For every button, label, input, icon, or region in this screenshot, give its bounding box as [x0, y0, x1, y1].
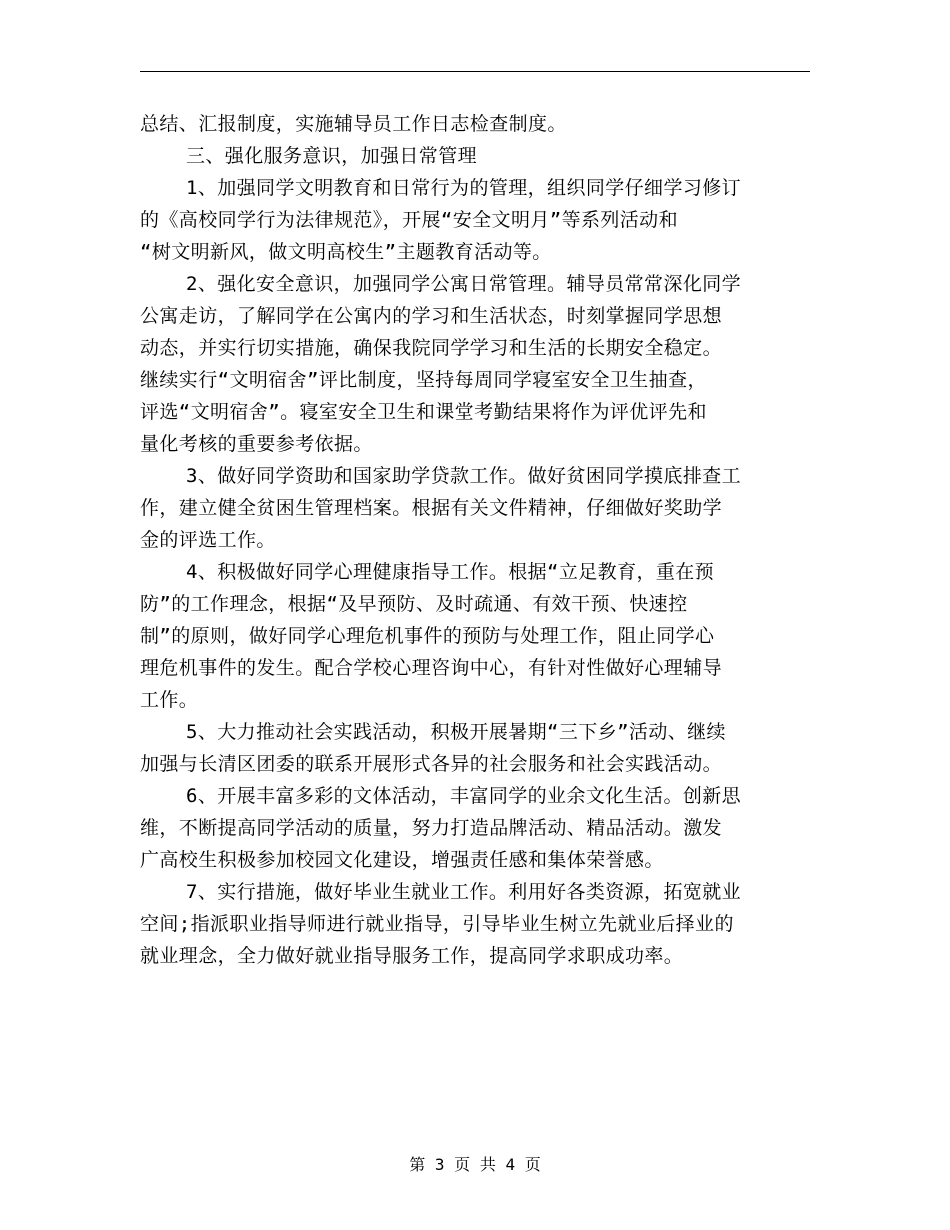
text-line: 7、实行措施，做好毕业生就业工作。利用好各类资源，拓宽就业: [186, 881, 742, 903]
text-line: 4、积极做好同学心理健康指导工作。根据“立足教育，重在预: [186, 561, 715, 583]
text-line: 1、加强同学文明教育和日常行为的管理，组织同学仔细学习修订: [186, 177, 742, 199]
text-line: 加强与长清区团委的联系开展形式各异的社会服务和社会实践活动。: [140, 753, 723, 775]
text-line: 理危机事件的发生。配合学校心理咨询中心，有针对性做好心理辅导: [140, 657, 723, 679]
text-line: 金的评选工作。: [140, 529, 276, 551]
header-rule: [140, 71, 810, 72]
text-line: 动态，并实行切实措施，确保我院同学学习和生活的长期安全稳定。: [140, 337, 723, 359]
text-line: 防”的工作理念，根据“及早预防、及时疏通、有效干预、快速控: [140, 593, 688, 615]
text-line: 制”的原则，做好同学心理危机事件的预防与处理工作，阻止同学心: [140, 625, 715, 647]
text-line: 作，建立健全贫困生管理档案。根据有关文件精神，仔细做好奖助学: [140, 497, 723, 519]
text-line: 总结、汇报制度，实施辅导员工作日志检查制度。: [140, 113, 567, 135]
text-line: 5、大力推动社会实践活动，积极开展暑期“三下乡”活动、继续: [186, 721, 726, 743]
text-line: 公寓走访，了解同学在公寓内的学习和生活状态，时刻掌握同学思想: [140, 305, 723, 327]
text-line: 维，不断提高同学活动的质量，努力打造品牌活动、精品活动。激发: [140, 817, 723, 839]
text-line: 继续实行“文明宿舍”评比制度，坚持每周同学寝室安全卫生抽查，: [140, 369, 707, 391]
text-line: 3、做好同学资助和国家助学贷款工作。做好贫困同学摸底排查工: [186, 465, 742, 487]
text-line: 2、强化安全意识，加强同学公寓日常管理。辅导员常常深化同学: [186, 273, 742, 295]
text-line: 6、开展丰富多彩的文体活动，丰富同学的业余文化生活。创新思: [186, 785, 742, 807]
text-line: 广高校生积极参加校园文化建设，增强责任感和集体荣誉感。: [140, 849, 664, 871]
text-line: “树文明新风，做文明高校生”主题教育活动等。: [140, 241, 552, 263]
text-line: 评选“文明宿舍”。寝室安全卫生和课堂考勤结果将作为评优评先和: [140, 401, 707, 423]
section-heading: 三、强化服务意识，加强日常管理: [186, 145, 478, 167]
text-line: 工作。: [140, 689, 199, 711]
page-number: 第 3 页 共 4 页: [409, 1155, 541, 1174]
text-line: 空间;指派职业指导师进行就业指导，引导毕业生树立先就业后择业的: [140, 913, 734, 935]
text-line: 量化考核的重要参考依据。: [140, 433, 373, 455]
text-line: 就业理念，全力做好就业指导服务工作，提高同学求职成功率。: [140, 945, 684, 967]
text-line: 的《高校同学行为法律规范》，开展“安全文明月”等系列活动和: [140, 209, 678, 231]
document-body: [140, 108, 812, 972]
